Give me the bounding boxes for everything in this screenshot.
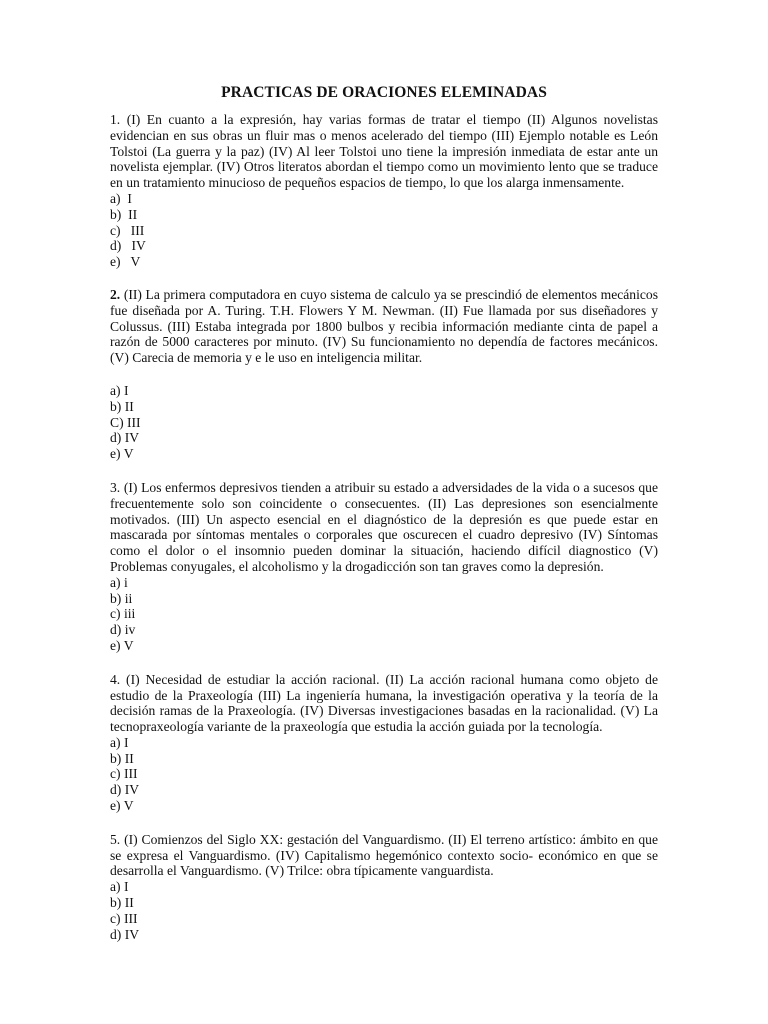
- question-5: [110, 832, 658, 943]
- question-text: [110, 287, 658, 366]
- option-a: a) i: [110, 574, 128, 590]
- option-c: c) III: [110, 766, 138, 782]
- question-number: 5.: [110, 831, 121, 847]
- option-d: d) IV: [110, 782, 140, 798]
- question-number: 3.: [110, 479, 121, 495]
- option-d: d) iv: [110, 622, 136, 638]
- question-body: (I) En cuanto a la expresión, hay varias formas de tratar el tiempo (II) Algunos novelistas evidencian en sus obras un fluir mas o menos acelerado del tiempo (III) Ejemplo notable es León Tolstoi (La guerra y la paz) (IV) Al leer Tolstoi uno tiene la impresión inmediata de estar ante un novelista ejemplar. (IV) Otros literatos abordan el tiempo como un movimiento lento que se traduce en un tratamiento minucioso de pequeños espacios de tiempo, lo que los alarga inmensamente.: [110, 112, 658, 191]
- question-body: (I) Comienzos del Siglo XX: gestación del Vanguardismo. (II) El terreno artístico: ámbito en que se expresa el Vanguardismo. (IV) Capitalismo hegemónico contexto socio- económico en que se desarrolla el Vanguardismo. (V) Trilce: obra típicamente vanguardista.: [110, 831, 658, 879]
- option-e: e) V: [110, 637, 134, 653]
- question-text: [110, 832, 658, 879]
- option-e: e) V: [110, 798, 134, 814]
- option-d: d) IV: [110, 926, 140, 942]
- question-number: 4.: [110, 671, 121, 687]
- option-b: b) ii: [110, 590, 133, 606]
- question-body: (II) La primera computadora en cuyo sistema de calculo ya se prescindió de elementos mecánicos fue diseñada por A. Turing. T.H. Flowers Y M. Newman. (II) Fue llamada por sus diseñadores y Colussus. (III) Estaba integrada por 1800 bulbos y recibia información mediante cinta de papel a razón de 5000 caracteres por minuto. (IV) Su funcionamiento no dependía de factores mecánicos. (V) Carecia de memoria y e le uso en inteligencia militar.: [110, 286, 659, 366]
- option-d: d) IV: [110, 238, 146, 254]
- question-number: 1.: [110, 112, 121, 127]
- question-text: [110, 112, 658, 191]
- option-c: c) III: [110, 222, 145, 238]
- question-text: [110, 672, 658, 735]
- option-b: b) II: [110, 398, 134, 414]
- question-2: [110, 287, 658, 462]
- question-body: (I) Los enfermos depresivos tienden a atribuir su estado a adversidades de la vida o a sucesos que frecuentemente solo son coincidente o consecuentes. (II) Las depresiones son esencialmente motivados. (III) Un aspecto esencial en el diagnóstico de la depresión es que puede estar en mascarada por síntomas mentales o corporales que oscurecen el cuadro depresivo (IV) Síntomas como el dolor o el insomnio pueden dominar la situación, haciendo difícil diagnostico (V) Problemas conyugales, el alcoholismo y la drogadicción son tan graves como la depresión.: [110, 479, 658, 574]
- option-a: a) I: [110, 190, 132, 206]
- option-c: C) III: [110, 414, 141, 430]
- option-a: a) I: [110, 734, 129, 750]
- option-a: a) I: [110, 382, 129, 398]
- option-a: a) I: [110, 879, 129, 895]
- question-3: [110, 480, 658, 654]
- option-c: c) III: [110, 910, 138, 926]
- page-title: PRACTICAS DE ORACIONES ELEMINADAS: [221, 84, 547, 101]
- option-list: [110, 191, 658, 270]
- option-list: [110, 735, 658, 814]
- option-e: e) V: [110, 446, 134, 462]
- option-d: d) IV: [110, 430, 140, 446]
- question-1: [110, 112, 658, 270]
- option-list: [110, 575, 658, 654]
- option-list: [110, 383, 658, 462]
- option-b: b) II: [110, 750, 134, 766]
- question-text: [110, 480, 658, 575]
- question-body: (I) Necesidad de estudiar la acción racional. (II) La acción racional humana como objeto de estudio de la Praxeología (III) La ingeniería humana, la investigación operativa y la teoría de la decisión ramas de la Praxeología. (IV) Diversas investigaciones basadas en la racionalidad. (V) La tecnopraxeología variante de la praxeología que estudia la acción guiada por la tecnología.: [110, 671, 658, 735]
- option-c: c) iii: [110, 606, 136, 622]
- question-4: [110, 672, 658, 814]
- option-b: b) II: [110, 206, 138, 222]
- option-list: [110, 879, 658, 942]
- question-number: 2.: [110, 286, 121, 302]
- option-b: b) II: [110, 895, 134, 911]
- option-e: e) V: [110, 254, 141, 270]
